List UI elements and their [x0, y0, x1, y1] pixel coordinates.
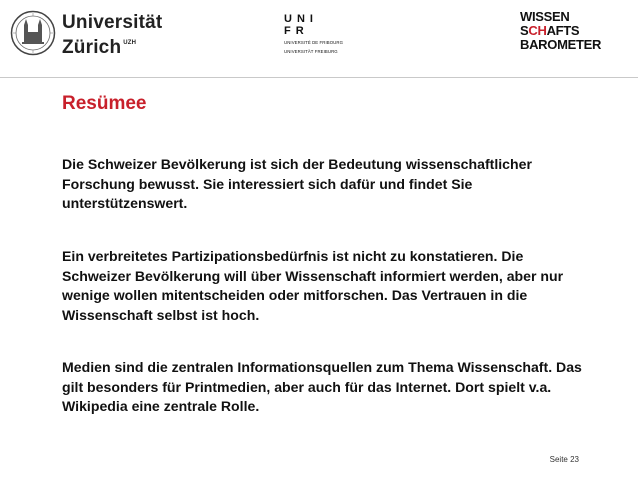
unifr-line2: FR: [284, 25, 309, 37]
unifr-line1: UNI: [284, 13, 318, 25]
uzh-superscript: UZH: [123, 40, 137, 46]
wb-line2-c: AFTS: [546, 23, 580, 38]
uzh-name-line1: Universität: [62, 12, 163, 33]
page-number: Seite 23: [549, 455, 579, 464]
paragraph-2: Ein verbreitetes Partizipationsbedürfnis ist nicht zu konstatieren. Die Schweizer Bevölkerung will über Wissenschaft informiert werden, aber nur wenige wollen mitentscheiden oder mitforschen. Das Vertrauen in die Wissenschaft selbst ist hoch.: [62, 248, 564, 323]
uzh-name-line2: Zürich: [62, 37, 122, 58]
paragraph-3: Medien sind die zentralen Informationsquellen zum Thema Wissenschaft. Das gilt besonders für Printmedien, aber auch für das Internet. Dort spielt v.a. Wikipedia eine zentrale Rolle.: [62, 359, 582, 414]
wb-line2-b: CH: [528, 23, 547, 38]
unifr-logo: [284, 13, 354, 63]
slide-title: Resümee: [62, 93, 147, 114]
wissenschaftsbarometer-logo: [520, 9, 602, 64]
wb-line2-a: S: [520, 23, 529, 38]
header-divider: [0, 77, 638, 78]
unifr-line3: UNIVERSITÉ DE FRIBOURG: [284, 40, 344, 45]
paragraph-1: Die Schweizer Bevölkerung ist sich der Bedeutung wissenschaftlicher Forschung bewusst. Sie interessiert sich dafür und findet Sie unterstützenswert.: [62, 156, 532, 211]
wb-line1: WISSEN: [520, 9, 570, 24]
unifr-line4: UNIVERSITÄT FREIBURG: [284, 48, 338, 54]
wb-line2: [520, 24, 580, 38]
wb-line3: BAROMETER: [520, 37, 602, 52]
university-seal-icon: [10, 10, 56, 56]
uzh-logo: [10, 10, 163, 58]
